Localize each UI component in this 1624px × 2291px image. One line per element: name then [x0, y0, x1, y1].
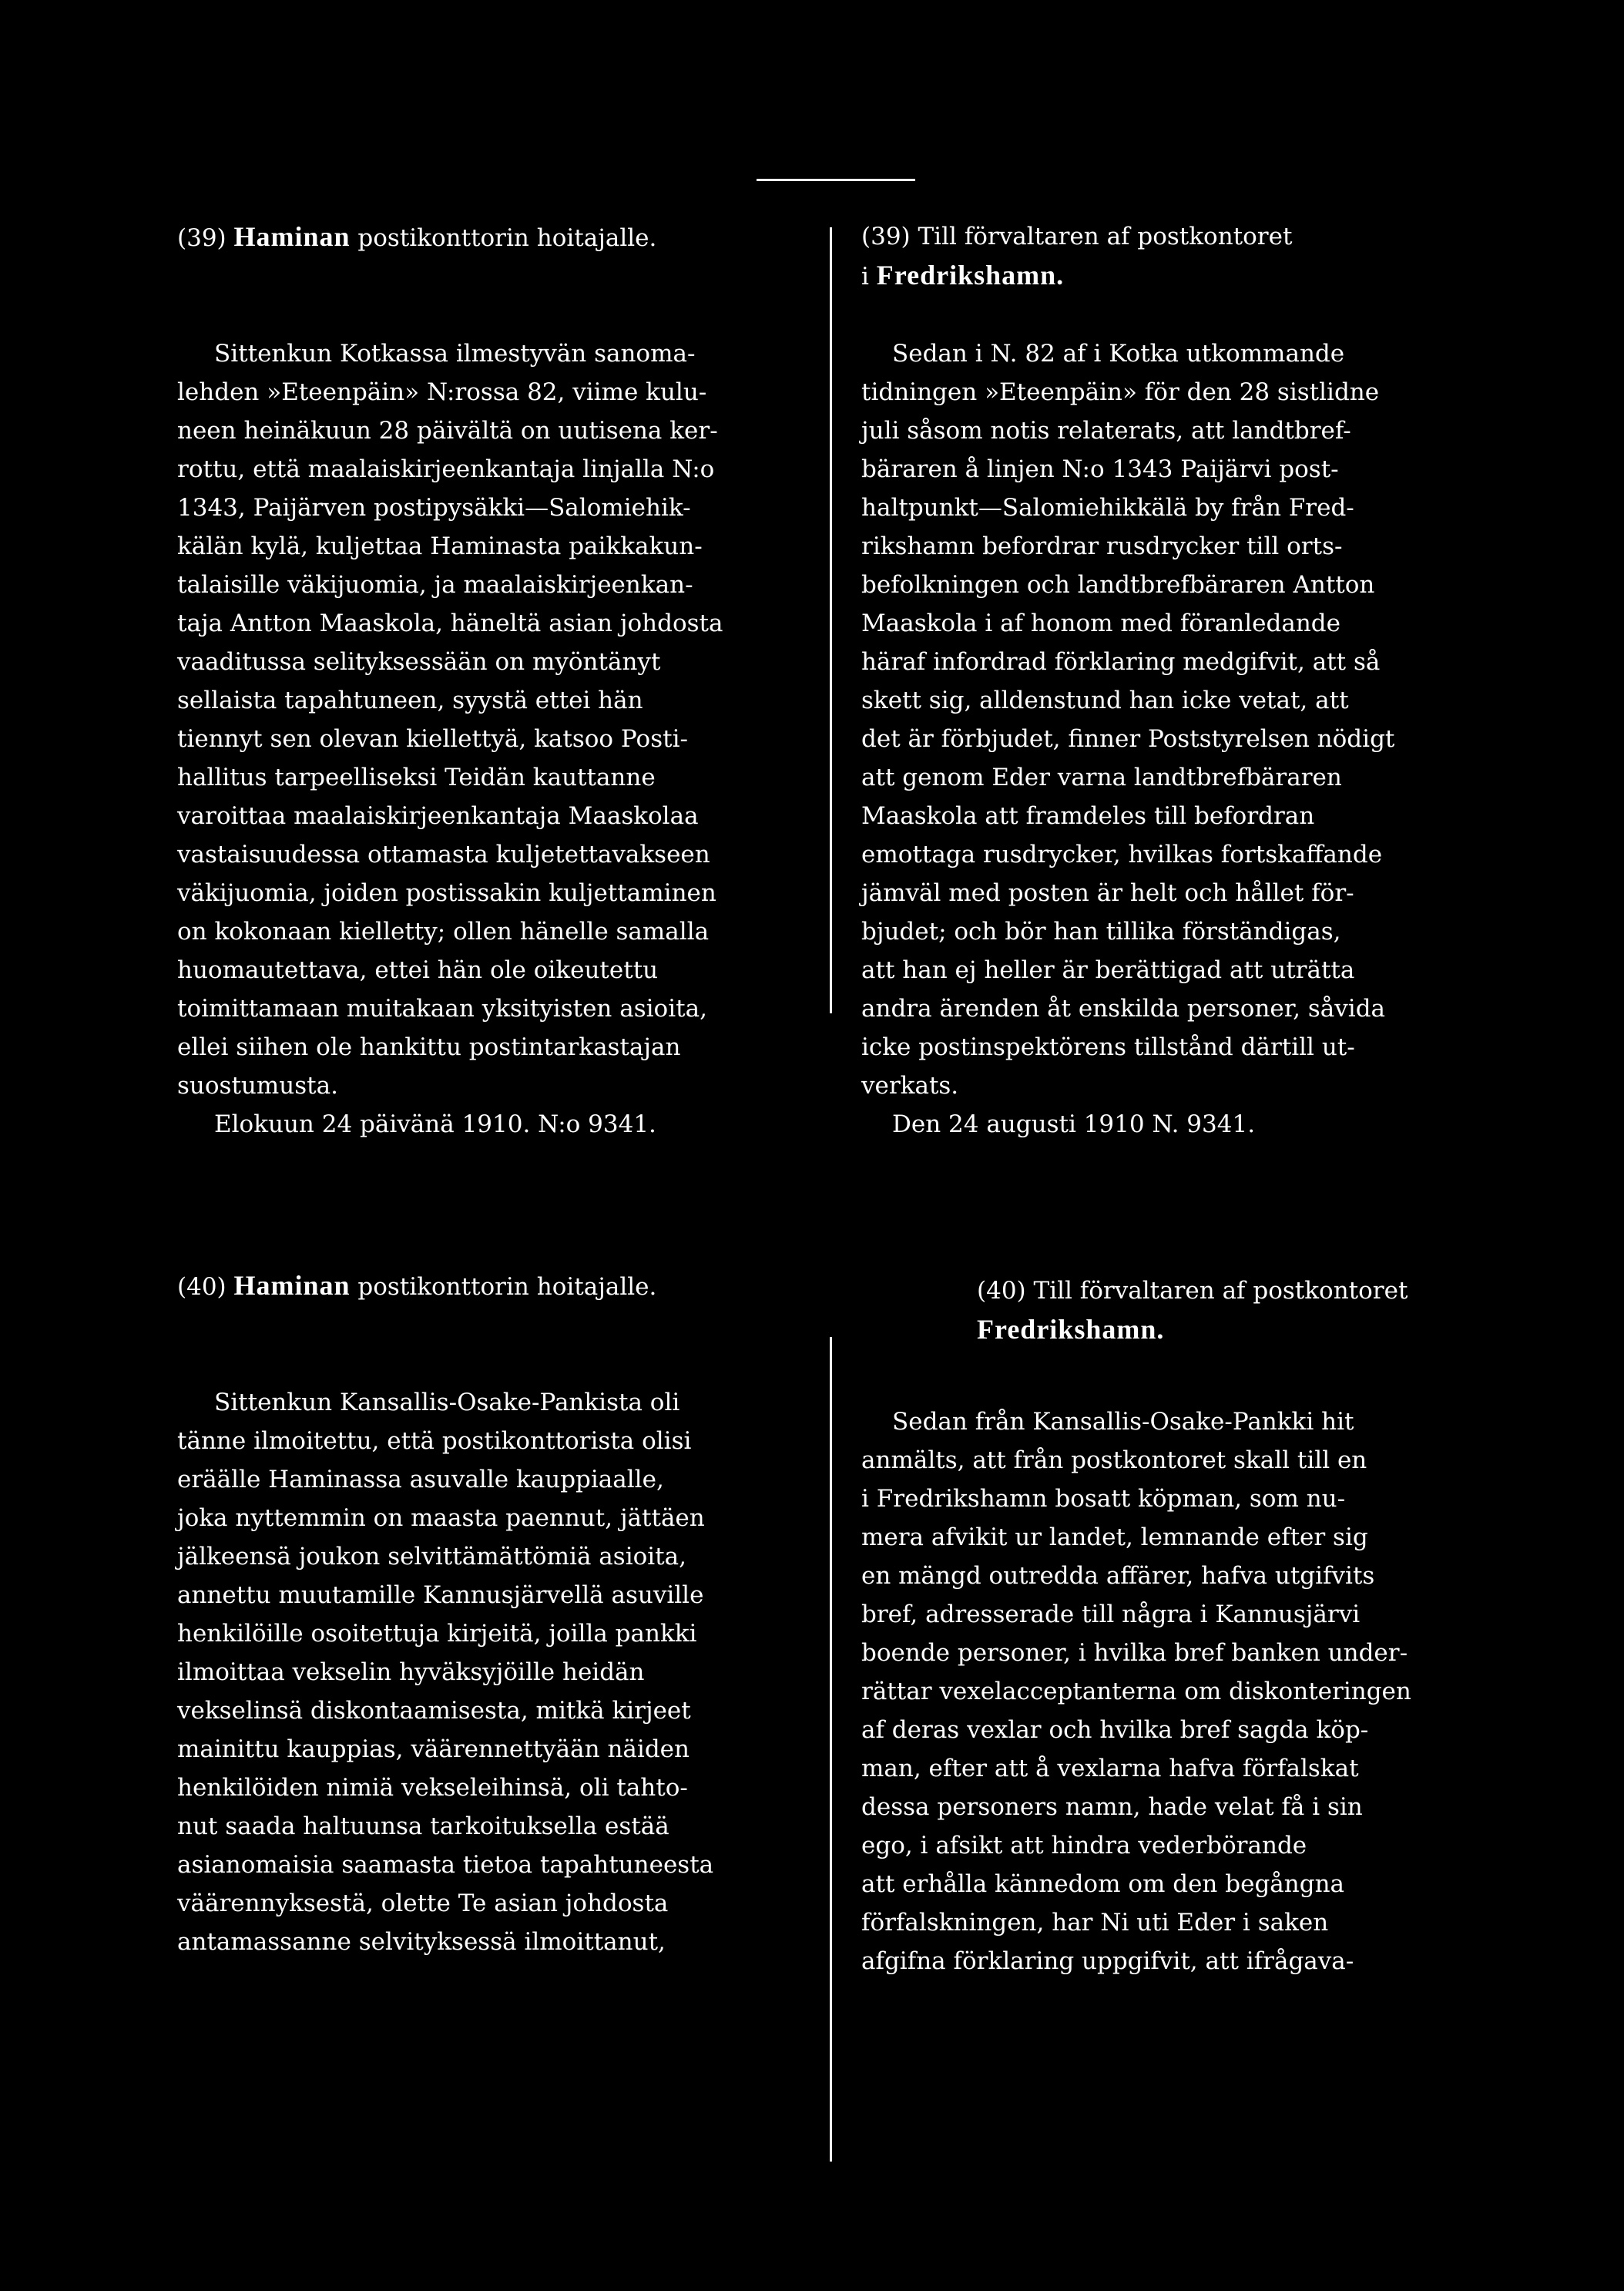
- section-39-finnish-date: Elokuun 24 päivänä 1910. N:o 9341.: [214, 1110, 656, 1138]
- heading-rest: Till förvaltaren af postkontoret: [918, 223, 1293, 250]
- section-39-swedish-heading-line2: [861, 256, 1507, 296]
- top-rule: [757, 179, 915, 181]
- section-39-finnish-heading: [177, 217, 813, 257]
- heading-place: Fredrikshamn.: [977, 1314, 1165, 1345]
- section-40-swedish-heading-line2: [861, 1310, 1507, 1350]
- section-40-swedish-heading: [861, 1271, 1507, 1310]
- heading-rest: postikonttorin hoitajalle.: [357, 1273, 657, 1301]
- section-40-finnish-heading: [177, 1266, 813, 1306]
- column-divider-40: [830, 1337, 832, 2162]
- section-39-swedish: [861, 217, 1507, 1144]
- section-39-swedish-heading: [861, 217, 1507, 256]
- heading-place: Haminan: [233, 221, 351, 252]
- section-39-swedish-date: Den 24 augusti 1910 N. 9341.: [892, 1110, 1256, 1138]
- section-40-swedish: [861, 1271, 1507, 1980]
- heading-place: Fredrikshamn.: [876, 260, 1065, 291]
- heading-prefix: i: [861, 263, 869, 291]
- column-divider-39: [830, 227, 832, 1013]
- section-39-finnish: [177, 217, 813, 1144]
- section-39-finnish-body: Sittenkun Kotkassa ilmestyvän sanoma- lehden »Eteenpäin» N:rossa 82, viime kulu- neen heinäkuun 28 päivältä on uutisena ker- rottu, että maalaiskirjeenkantaja linjalla N:o 1343, Paijärven postipysäkki—Salomiehik- kälän kylä, kuljettaa Haminasta paikkakun- talaisille väkijuomia, ja maalaiskirjeenkan- taja Antton Maaskola, häneltä asian johdosta vaaditussa selityksessään on myöntänyt sellaista tapahtuneen, syystä ettei hän tiennyt sen olevan kiellettyä, katsoo Posti- hallitus tarpeelliseksi Teidän kauttanne varoittaa maalaiskirjeenkantaja Maaskolaa vastaisuudessa ottamasta kuljetettavakseen väkijuomia, joiden postissakin kuljettaminen on kokonaan kielletty; ollen hänelle samalla huomautettava, ettei hän ole oikeutettu toimittamaan muitakaan yksityisten asioita, ellei siihen ole hankittu postintarkastajan suostumusta.: [177, 340, 723, 1100]
- section-39-swedish-body: Sedan i N. 82 af i Kotka utkommande tidningen »Eteenpäin» för den 28 sistlidne juli såsom notis relaterats, att landtbref- bäraren å linjen N:o 1343 Paijärvi post- haltpunkt—Salomiehikkälä by från Fred- rikshamn befordrar rusdrycker till orts- befolkningen och landtbrefbäraren Antton Maaskola i af honom med föranledande häraf infordrad förklaring medgifvit, att så skett sig, alldenstund han icke vetat, att det är förbjudet, finner Poststyrelsen nödigt att genom Eder varna landtbrefbäraren Maaskola att framdeles till befordran emottaga rusdrycker, hvilkas fortskaffande jämväl med posten är helt och hållet för- bjudet; och bör han tillika förständigas, att han ej heller är berättigad att uträtta andra ärenden åt enskilda personer, såvida icke postinspektörens tillstånd därtill ut- verkats.: [861, 340, 1395, 1100]
- heading-place: Haminan: [233, 1270, 351, 1301]
- section-number: (40): [977, 1277, 1026, 1305]
- section-40-finnish: [177, 1266, 813, 1961]
- section-number: (39): [177, 224, 226, 252]
- section-number: (40): [177, 1273, 226, 1301]
- section-number: (39): [861, 223, 911, 250]
- section-40-finnish-body: Sittenkun Kansallis-Osake-Pankista oli tänne ilmoitettu, että postikonttorista olisi eräälle Haminassa asuvalle kauppiaalle, joka nyttemmin on maasta paennut, jättäen jälkeensä joukon selvittämättömiä asioita, annettu muutamille Kannusjärvellä asuville henkilöille osoitettuja kirjeitä, joilla pankki ilmoittaa vekselin hyväksyjöille heidän vekselinsä diskontaamisesta, mitkä kirjeet mainittu kauppias, väärennettyään näiden henkilöiden nimiä vekseleihinsä, oli tahto- nut saada haltuunsa tarkoituksella estää asianomaisia saamasta tietoa tapahtuneesta väärennyksestä, olette Te asian johdosta antamassanne selvityksessä ilmoittanut,: [177, 1389, 714, 1956]
- section-40-swedish-body: Sedan från Kansallis-Osake-Pankki hit anmälts, att från postkontoret skall till en i Fredrikshamn bosatt köpman, som nu- mera afvikit ur landet, lemnande efter sig en mängd outredda affärer, hafva utgifvits bref, adresserade till några i Kannusjärvi boende personer, i hvilka bref banken under- rättar vexelacceptanterna om diskonteringen af deras vexlar och hvilka bref sagda köp- man, efter att å vexlarna hafva förfalskat dessa personers namn, hade velat få i sin ego, i afsikt att hindra vederbörande att erhålla kännedom om den begångna förfalskningen, har Ni uti Eder i saken afgifna förklaring uppgifvit, att ifrågava-: [861, 1408, 1411, 1975]
- heading-rest: Till förvaltaren af postkontoret: [1033, 1277, 1408, 1305]
- heading-rest: postikonttorin hoitajalle.: [357, 224, 657, 252]
